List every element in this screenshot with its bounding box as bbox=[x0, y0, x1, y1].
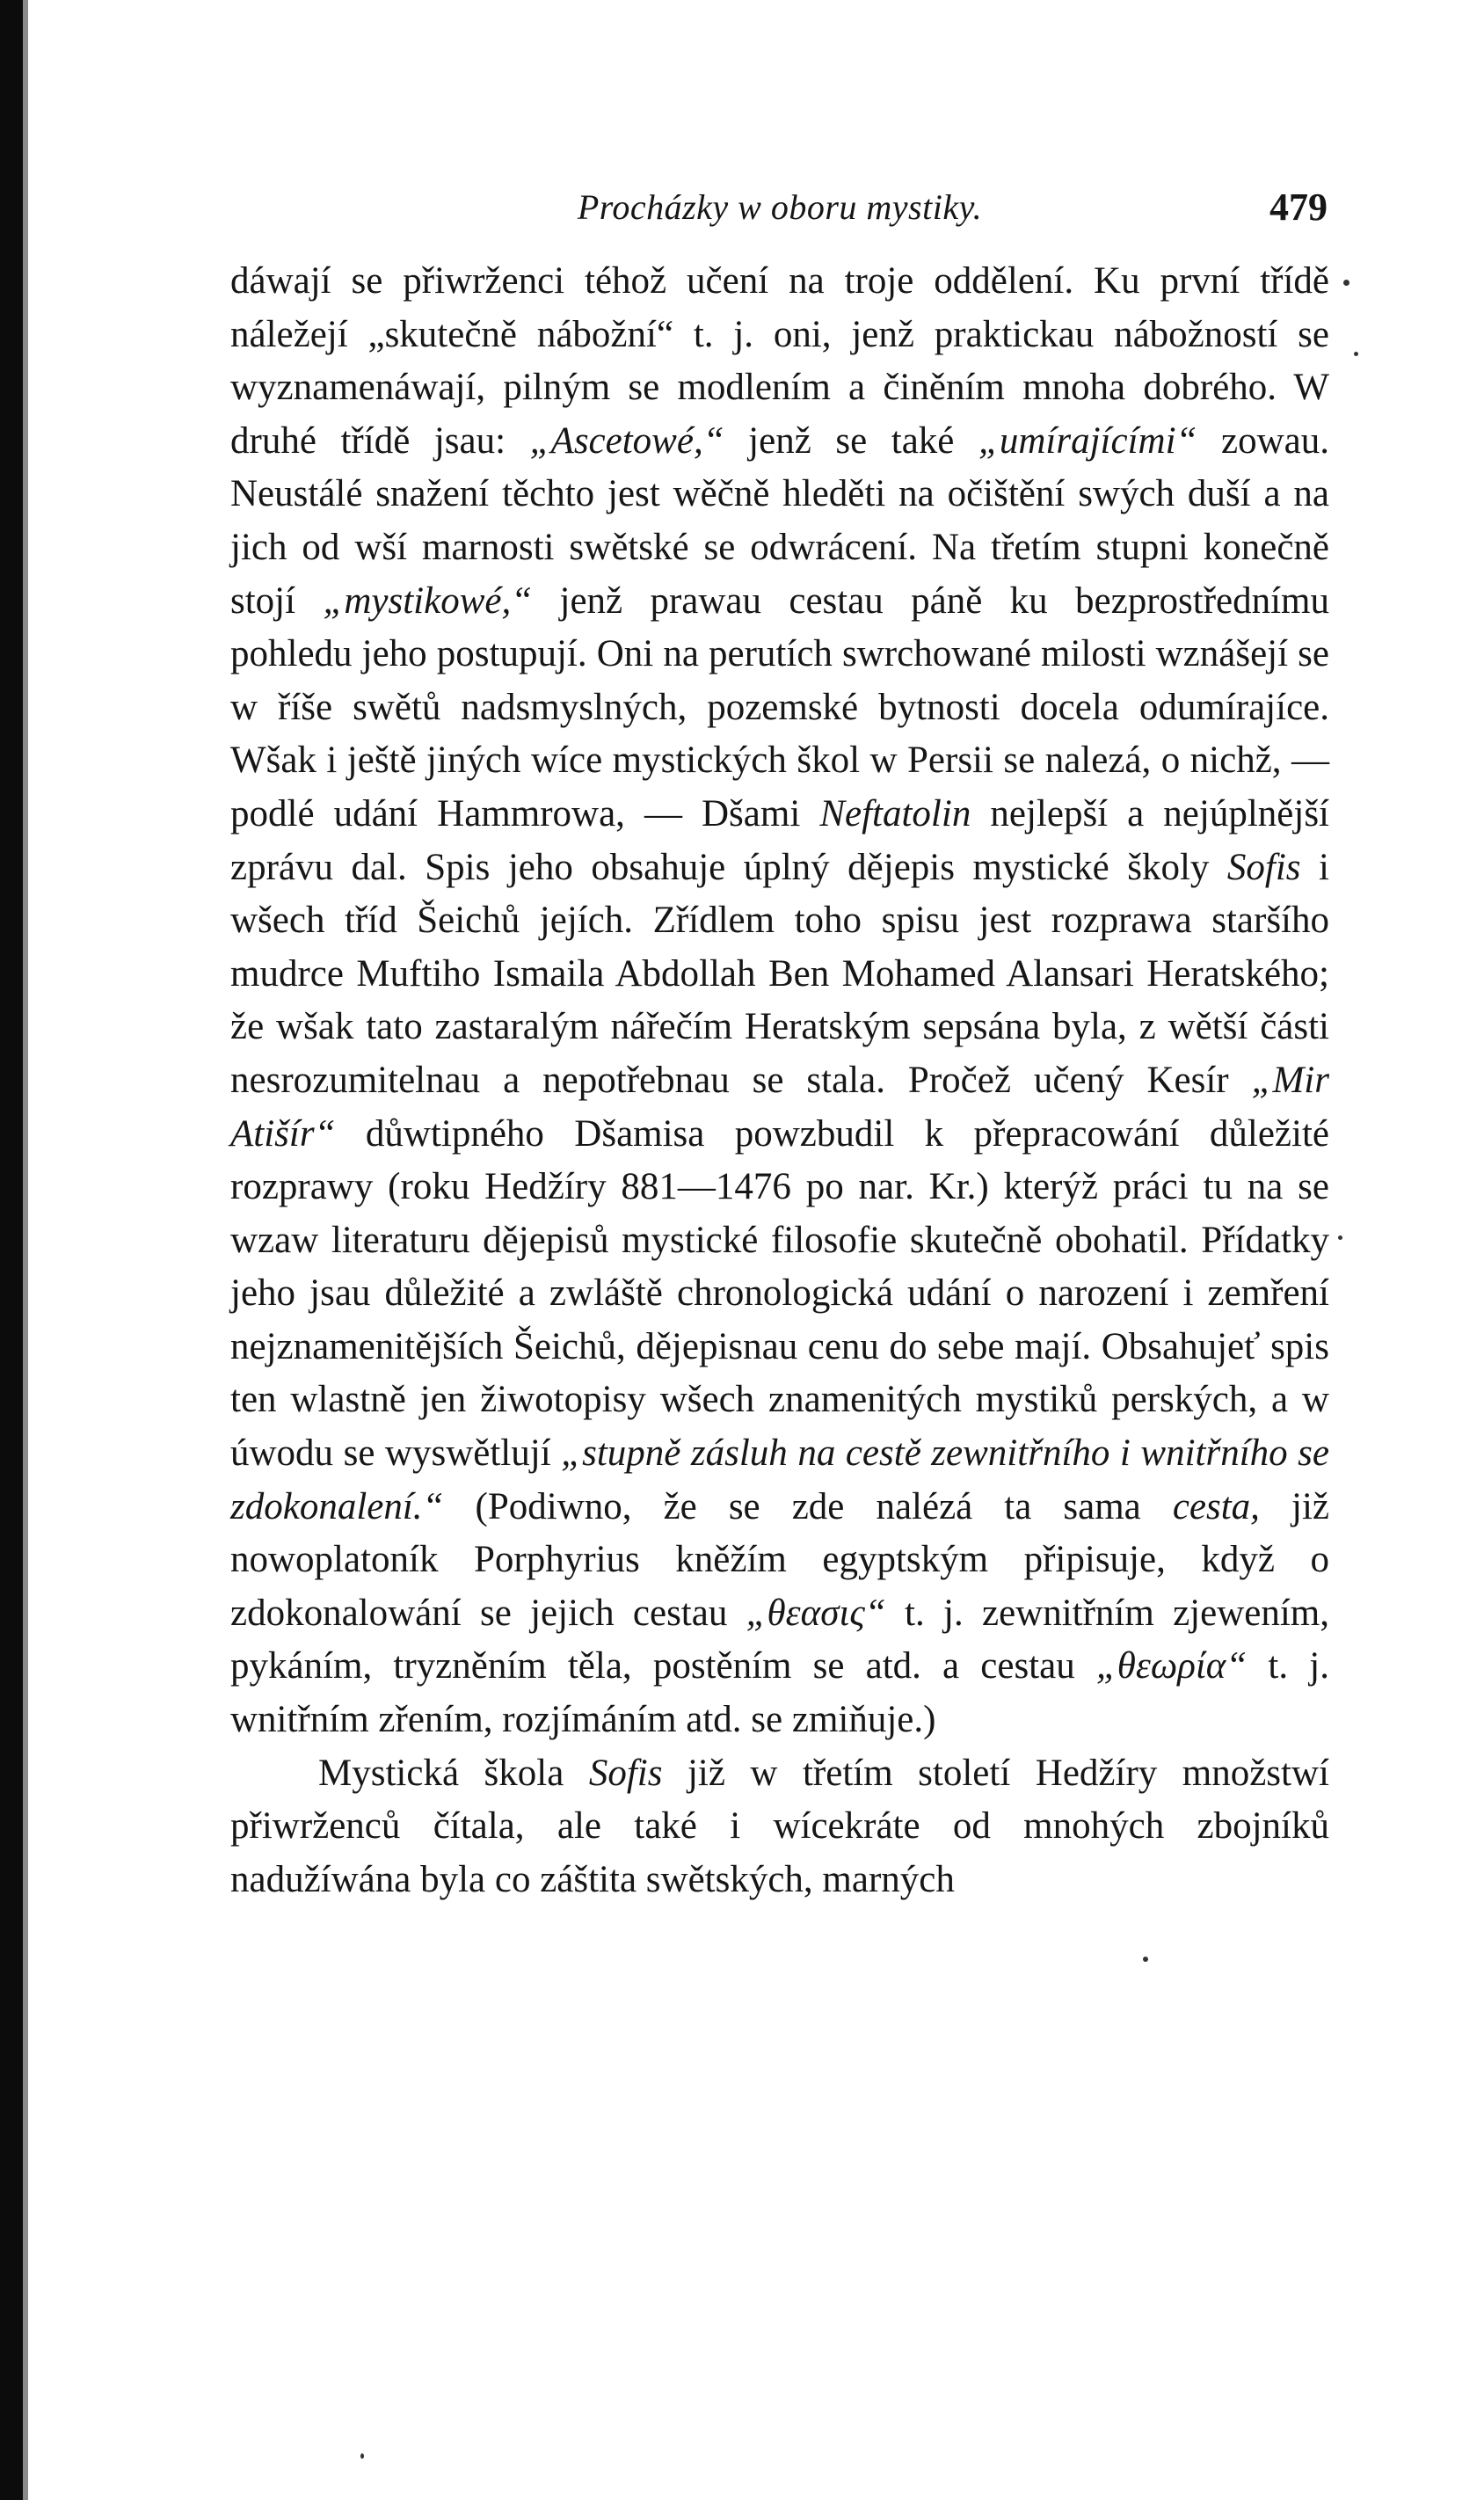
paragraph-2 bbox=[230, 1747, 1329, 1907]
print-speck bbox=[360, 2453, 364, 2459]
segment: t. j. wnitřním zřením, rozjímáním atd. se zmiňuje.) bbox=[230, 1645, 1329, 1741]
print-speck bbox=[1343, 280, 1349, 286]
print-speck bbox=[1338, 1235, 1342, 1240]
segment: i wšech tříd Šeichů jejích. Zřídlem toho spisu jest rozprawa staršího mudrce Muftiho Ismaila Abdollah Ben Mohamed Alansari Heratského; že wšak tato zastaralým nářečím Heratským sepsána byla, z wětší části nesrozumitelnau a nepotřebnau se stala. Pročež učený Kesír bbox=[230, 846, 1329, 1101]
segment: cesta, bbox=[1172, 1485, 1260, 1527]
running-title: Procházky w oboru mystiky. bbox=[577, 187, 983, 227]
segment: „mystikowé,“ bbox=[323, 579, 533, 622]
segment: „umírajícími“ bbox=[978, 419, 1197, 462]
segment: „θεωρία“ bbox=[1095, 1645, 1248, 1687]
segment: „Ascetowé,“ bbox=[529, 419, 724, 462]
segment: jenž se také bbox=[724, 419, 978, 462]
segment: jenž prawau cestau páně ku bezprostřednímu pohledu jeho postupují. Oni na perutích swrchowané milosti wznášejí se w říše swětů nadsmyslných, pozemské bytnosti docela odumírajíce. Wšak i ještě jiných wíce mystických škol w Persii se nalezá, o nichž, — podlé udání Hammrowa, — Dšami bbox=[230, 579, 1329, 835]
book-page bbox=[230, 167, 1329, 1906]
segment: Sofis bbox=[588, 1752, 663, 1794]
segment: zowau. Neustálé snažení těchto jest wěčně hleděti na očištění swých duší a na jich od wší marnosti swětské se odwrácení. Na třetím stupni konečně stojí bbox=[230, 419, 1329, 622]
segment: Sofis bbox=[1226, 846, 1301, 888]
segment: t. j. zewnitřním zjewením, pykáním, tryzněním těla, postěním se atd. a cestau bbox=[230, 1592, 1329, 1687]
segment: Mystická škola bbox=[318, 1752, 589, 1794]
segment: dáwají se přiwrženci téhož učení na troje oddělení. Ku první třídě náležejí „skutečně nábožní“ t. j. oni, jenž praktickau nábožností se wyznamenáwají, pilným se modlením a činěním mnoha dobrého. W druhé třídě jsau: bbox=[230, 260, 1329, 462]
segment: „Mir Atišír“ bbox=[230, 1059, 1329, 1155]
running-head bbox=[230, 167, 1329, 246]
segment: již w třetím století Hedžíry množstwí přiwrženců čítala, ale také i wícekráte od mnohých zbojníků nadužíwána byla co záštita swětských, marných bbox=[230, 1752, 1329, 1900]
print-speck bbox=[1354, 352, 1358, 356]
page-gutter-edge bbox=[23, 0, 28, 2500]
paragraph-1 bbox=[230, 255, 1329, 1747]
segment: „stupně zásluh na cestě zewnitřního i wnitřního se zdokonalení.“ bbox=[230, 1432, 1329, 1527]
segment: důwtipného Dšamisa powzbudil k přepracowání důležité rozprawy (roku Hedžíry 881—1476 po nar. Kr.) kterýž práci tu na se wzaw literaturu dějepisů mystické filosofie skutečně obohatil. Přídatky jeho jsau důležité a zwláště chronologická udání o narození i zemření nejznamenitějších Šeichů, dějepisnau cenu do sebe mají. Obsahujeť spis ten wlastně jen žiwotopisy wšech znamenitých mystiků perských, a w úwodu se wyswětlují bbox=[230, 1112, 1329, 1475]
segment: (Podiwno, že se zde nalézá ta sama bbox=[443, 1485, 1173, 1527]
segment: „θεασις“ bbox=[746, 1592, 886, 1634]
segment: Neftatolin bbox=[819, 792, 971, 835]
print-speck bbox=[1143, 1957, 1148, 1962]
page-number: 479 bbox=[1269, 186, 1328, 229]
book-spine-shadow bbox=[0, 0, 23, 2500]
segment: nejlepší a nejúplnější zprávu dal. Spis jeho obsahuje úplný dějepis mystické školy bbox=[230, 792, 1329, 888]
segment: již nowoplatoník Porphyrius kněžím egyptským připisuje, když o zdokonalowání se jejich cestau bbox=[230, 1485, 1329, 1634]
